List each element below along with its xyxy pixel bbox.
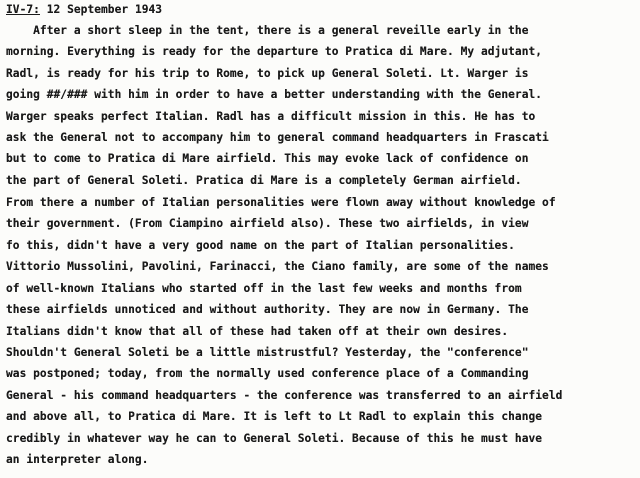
text-line: Italians didn't know that all of these had taken off at their own desires. <box>6 325 509 338</box>
text-line: their government. (From Ciampino airfield also). These two airfields, in view <box>6 217 529 230</box>
text-line: an interpreter along. <box>6 453 149 466</box>
text-line: of well-known Italians who started off in the last few weeks and months from <box>6 282 522 295</box>
text-line: credibly in whatever way he can to General Soleti. Because of this he must have <box>6 432 543 445</box>
text-line: ask the General not to accompany him to general command headquarters in Frascati <box>6 131 549 144</box>
document-date: 12 September 1943 <box>46 3 163 16</box>
text-line: going ##/### with him in order to have a better understanding with the General. <box>6 88 543 101</box>
text-line: Shouldn't General Soleti be a little mistrustful? Yesterday, the "conference" <box>6 346 529 359</box>
text-line: fo this, didn't have a very good name on the part of Italian personalities. <box>6 239 515 252</box>
document-heading <box>6 3 162 16</box>
text-line: morning. Everything is ready for the departure to Pratica di Mare. My adjutant, <box>6 45 543 58</box>
text-line: these airfields unnoticed and without authority. They are now in Germany. The <box>6 303 529 316</box>
section-reference: IV-7: <box>6 3 40 16</box>
text-line: and above all, to Pratica di Mare. It is left to Lt Radl to explain this change <box>6 410 543 423</box>
text-line: Radl, is ready for his trip to Rome, to pick up General Soleti. Lt. Warger is <box>6 67 529 80</box>
text-line: the part of General Soleti. Pratica di Mare is a completely German airfield. <box>6 174 522 187</box>
text-line: Vittorio Mussolini, Pavolini, Farinacci, the Ciano family, are some of the names <box>6 260 549 273</box>
text-line: General - his command headquarters - the conference was transferred to an airfield <box>6 389 563 402</box>
text-line: Warger speaks perfect Italian. Radl has a difficult mission in this. He has to <box>6 110 536 123</box>
text-line: was postponed; today, from the normally used conference place of a Commanding <box>6 367 529 380</box>
text-line: After a short sleep in the tent, there is a general reveille early in the <box>6 24 529 37</box>
text-line: but to come to Pratica di Mare airfield. This may evoke lack of confidence on <box>6 152 529 165</box>
text-line: From there a number of Italian personalities were flown away without knowledge of <box>6 196 556 209</box>
